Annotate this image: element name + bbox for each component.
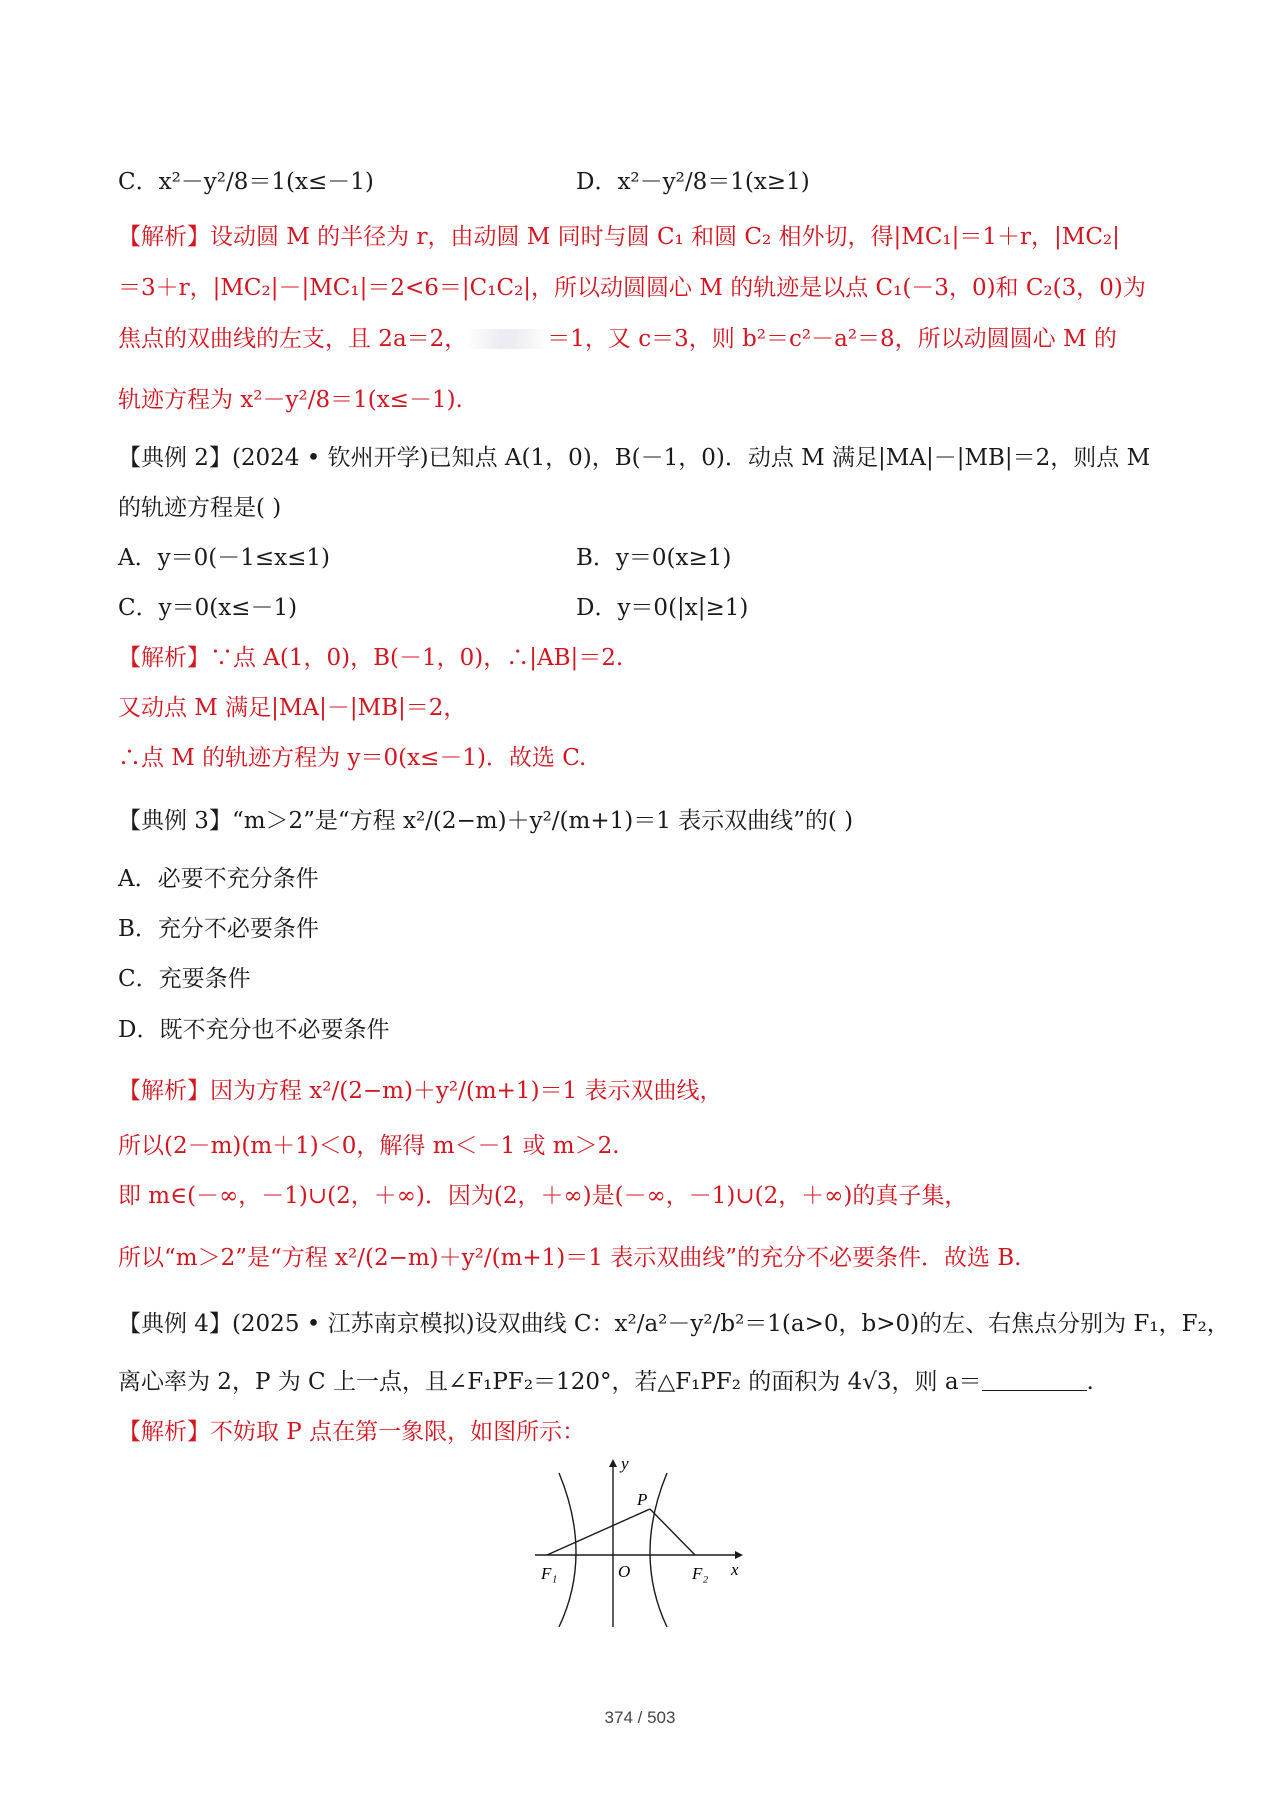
solution-1-line-3-end: ＝1，又 c＝3，则 b²＝c²－a²＝8，所以动圆圆心 M 的 xyxy=(547,326,1117,352)
example-2-option-a: A．y＝0(－1≤x≤1) xyxy=(118,545,330,571)
segment-p-f2 xyxy=(650,1509,695,1555)
solution-3-line-3: 即 m∈(－∞，－1)∪(2，＋∞)．因为(2，＋∞)是(－∞，－1)∪(2，＋∞)的真子集， xyxy=(118,1183,968,1209)
segment-f1-p xyxy=(547,1509,650,1555)
example-3-option-d: D．既不充分也不必要条件 xyxy=(118,1017,390,1043)
solution-3-line-4: 所以“m＞2”是“方程 x²/(2−m)＋y²/(m+1)＝1 表示双曲线”的充分不必要条件．故选 B. xyxy=(118,1245,1022,1271)
label-f1: F₁ xyxy=(541,1564,558,1583)
option-d: D．x²－y²/8＝1(x≥1) xyxy=(576,169,810,195)
solution-1-line-2: ＝3＋r，|MC₂|－|MC₁|＝2<6＝|C₁C₂|，所以动圆圆心 M 的轨迹是以点 C₁(－3，0)和 C₂(3，0)为 xyxy=(118,275,1146,301)
option-c: C．x²－y²/8＝1(x≤－1) xyxy=(118,169,374,195)
page-number: 374 / 503 xyxy=(604,1708,676,1727)
label-y: y xyxy=(621,1455,629,1473)
example-3-option-a: A．必要不充分条件 xyxy=(118,866,319,892)
example-2-question: 【典例 2】(2024 • 钦州开学)已知点 A(1，0)，B(－1，0)．动点 M 满足|MA|－|MB|＝2，则点 M xyxy=(118,445,1151,471)
example-3-option-c: C．充要条件 xyxy=(118,966,251,992)
label-o: O xyxy=(618,1562,631,1581)
example-2-option-b: B．y＝0(x≥1) xyxy=(576,545,732,571)
answer-blank xyxy=(982,1368,1087,1391)
left-branch xyxy=(559,1473,576,1627)
example-4-question-end: . xyxy=(1086,1369,1094,1395)
y-axis-arrow xyxy=(609,1459,617,1467)
blurred-region xyxy=(467,329,547,349)
solution-4-line-1: 【解析】不妨取 P 点在第一象限，如图所示： xyxy=(118,1419,586,1445)
example-4-question-cont xyxy=(118,1364,1094,1400)
solution-3-line-1: 【解析】因为方程 x²/(2−m)＋y²/(m+1)＝1 表示双曲线， xyxy=(118,1078,723,1104)
hyperbola-figure xyxy=(535,1455,745,1630)
solution-2-line-2: 又动点 M 满足|MA|－|MB|＝2， xyxy=(118,695,467,721)
solution-2-line-1: 【解析】∵点 A(1，0)，B(－1，0)，∴|AB|＝2. xyxy=(118,645,624,671)
solution-2-line-3: ∴点 M 的轨迹方程为 y＝0(x≤－1)．故选 C. xyxy=(118,745,587,771)
example-2-option-c: C．y＝0(x≤－1) xyxy=(118,595,298,621)
example-4-question-text: 离心率为 2，P 为 C 上一点，且∠F₁PF₂＝120°，若△F₁PF₂ 的面积为 4√3，则 a＝ xyxy=(118,1369,982,1395)
right-branch xyxy=(650,1473,667,1627)
solution-1-line-4: 轨迹方程为 x²－y²/8＝1(x≤－1). xyxy=(118,387,463,413)
solution-1-line-1: 【解析】设动圆 M 的半径为 r，由动圆 M 同时与圆 C₁ 和圆 C₂ 相外切，得|MC₁|＝1＋r，|MC₂| xyxy=(118,224,1120,250)
label-x: x xyxy=(731,1560,739,1579)
label-f2: F₂ xyxy=(692,1564,709,1583)
x-axis-arrow xyxy=(735,1551,743,1559)
solution-3-line-2: 所以(2－m)(m＋1)＜0，解得 m＜－1 或 m＞2. xyxy=(118,1133,620,1159)
example-4-question: 【典例 4】(2025 • 江苏南京模拟)设双曲线 C：x²/a²－y²/b²＝1(a>0，b>0)的左、右焦点分别为 F₁，F₂， xyxy=(118,1311,1230,1337)
example-3-option-b: B．充分不必要条件 xyxy=(118,916,319,942)
example-2-question-cont: 的轨迹方程是( ) xyxy=(118,495,282,521)
label-p: P xyxy=(637,1490,648,1509)
example-3-question: 【典例 3】“m＞2”是“方程 x²/(2−m)＋y²/(m+1)＝1 表示双曲线”的( ) xyxy=(118,808,854,834)
example-2-option-d: D．y＝0(|x|≥1) xyxy=(576,595,749,621)
solution-1-line-3-start: 焦点的双曲线的左支，且 2a＝2， xyxy=(118,326,468,352)
solution-1-line-3 xyxy=(118,321,1117,357)
